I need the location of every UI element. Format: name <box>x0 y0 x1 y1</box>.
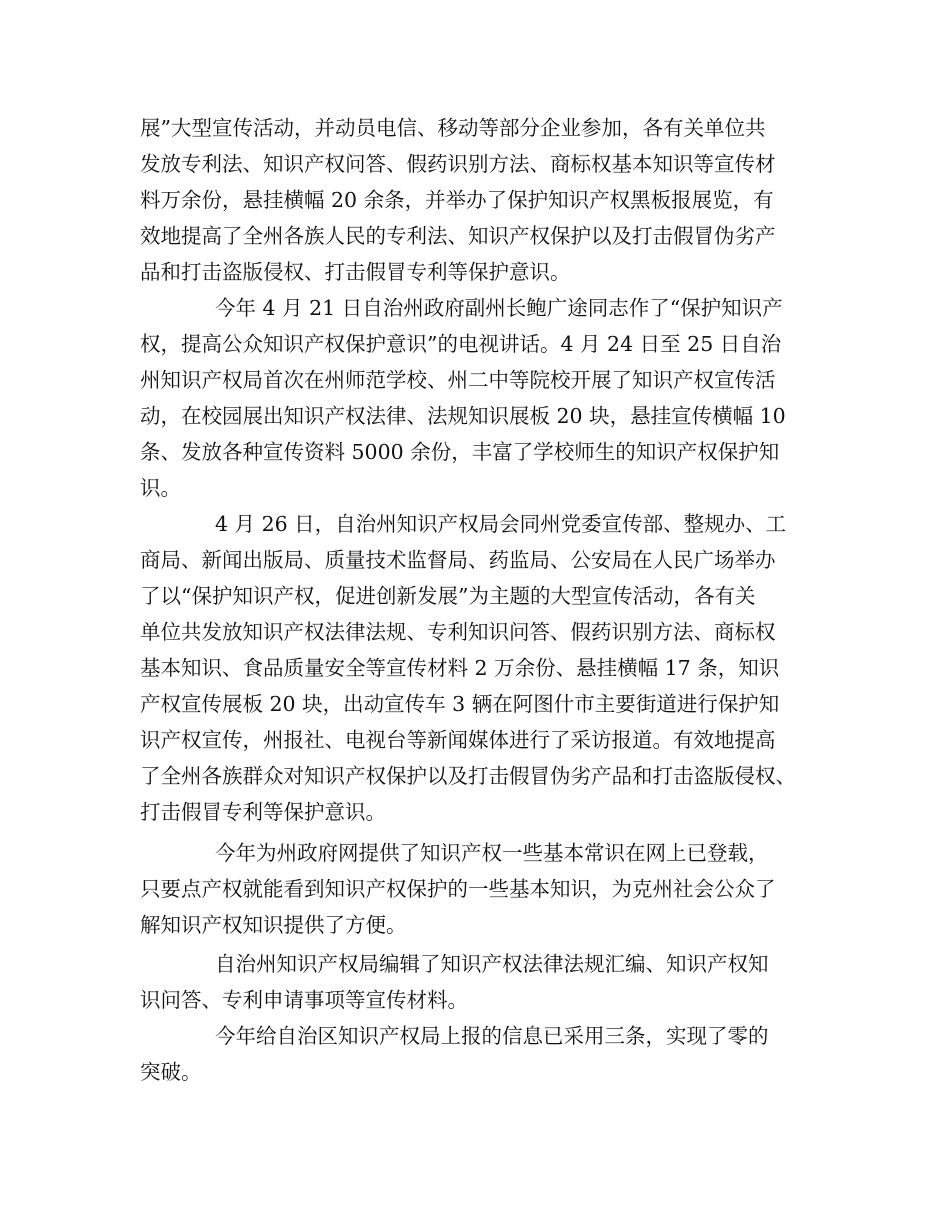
text-line: 解知识产权知识提供了方便。 <box>140 913 407 937</box>
text-line: 效地提高了全州各族人民的专利法、知识产权保护以及打击假冒伪劣产 <box>140 224 776 248</box>
paragraph-first-line: 今年给自治区知识产权局上报的信息已采用三条，实现了零的 <box>215 1024 769 1048</box>
text-line: 权，提高公众知识产权保护意识”的电视讲话。4 月 24 日至 25 日自治 <box>140 332 782 356</box>
text-line: 了全州各族群众对知识产权保护以及打击假冒伪劣产品和打击盗版侵权、 <box>140 764 796 788</box>
text-line: 基本知识、食品质量安全等宣传材料 2 万余份、悬挂横幅 17 条，知识 <box>140 656 780 680</box>
text-line: 条、发放各种宣传资料 5000 余份，丰富了学校师生的知识产权保护知 <box>140 440 780 464</box>
text-line: 单位共发放知识产权法律法规、专利知识问答、假药识别方法、商标权 <box>140 620 776 644</box>
text-line: 识产权宣传，州报社、电视台等新闻媒体进行了采访报道。有效地提高 <box>140 728 776 752</box>
text-line: 商局、新闻出版局、质量技术监督局、药监局、公安局在人民广场举办 <box>140 548 776 572</box>
paragraph-first-line: 今年 4 月 21 日自治州政府副州长鲍广途同志作了“保护知识产 <box>215 296 783 320</box>
paragraph-first-line: 自治州知识产权局编辑了知识产权法律法规汇编、知识产权知 <box>215 952 769 976</box>
text-line: 了以“保护知识产权，促进创新发展”为主题的大型宣传活动，各有关 <box>140 584 756 608</box>
text-line: 识。 <box>140 476 181 500</box>
text-line: 料万余份，悬挂横幅 20 余条，并举办了保护知识产权黑板报展览，有 <box>140 188 774 212</box>
text-line: 动，在校园展出知识产权法律、法规知识展板 20 块，悬挂宣传横幅 10 <box>140 404 786 428</box>
paragraph-first-line: 今年为州政府网提供了知识产权一些基本常识在网上已登载， <box>215 841 769 865</box>
paragraph-first-line: 4 月 26 日，自治州知识产权局会同州党委宣传部、整规办、工 <box>215 512 787 536</box>
text-line: 展”大型宣传活动，并动员电信、移动等部分企业参加，各有关单位共 <box>140 116 766 140</box>
text-line: 品和打击盗版侵权、打击假冒专利等保护意识。 <box>140 260 571 284</box>
text-line: 发放专利法、知识产权问答、假药识别方法、商标权基本知识等宣传材 <box>140 152 776 176</box>
text-line: 打击假冒专利等保护意识。 <box>140 800 386 824</box>
text-line: 只要点产权就能看到知识产权保护的一些基本知识，为克州社会公众了 <box>140 877 776 901</box>
text-line: 突破。 <box>140 1060 202 1084</box>
text-line: 识问答、专利申请事项等宣传材料。 <box>140 988 468 1012</box>
text-line: 州知识产权局首次在州师范学校、州二中等院校开展了知识产权宣传活 <box>140 368 776 392</box>
text-line: 产权宣传展板 20 块，出动宣传车 3 辆在阿图什市主要街道进行保护知 <box>140 692 780 716</box>
